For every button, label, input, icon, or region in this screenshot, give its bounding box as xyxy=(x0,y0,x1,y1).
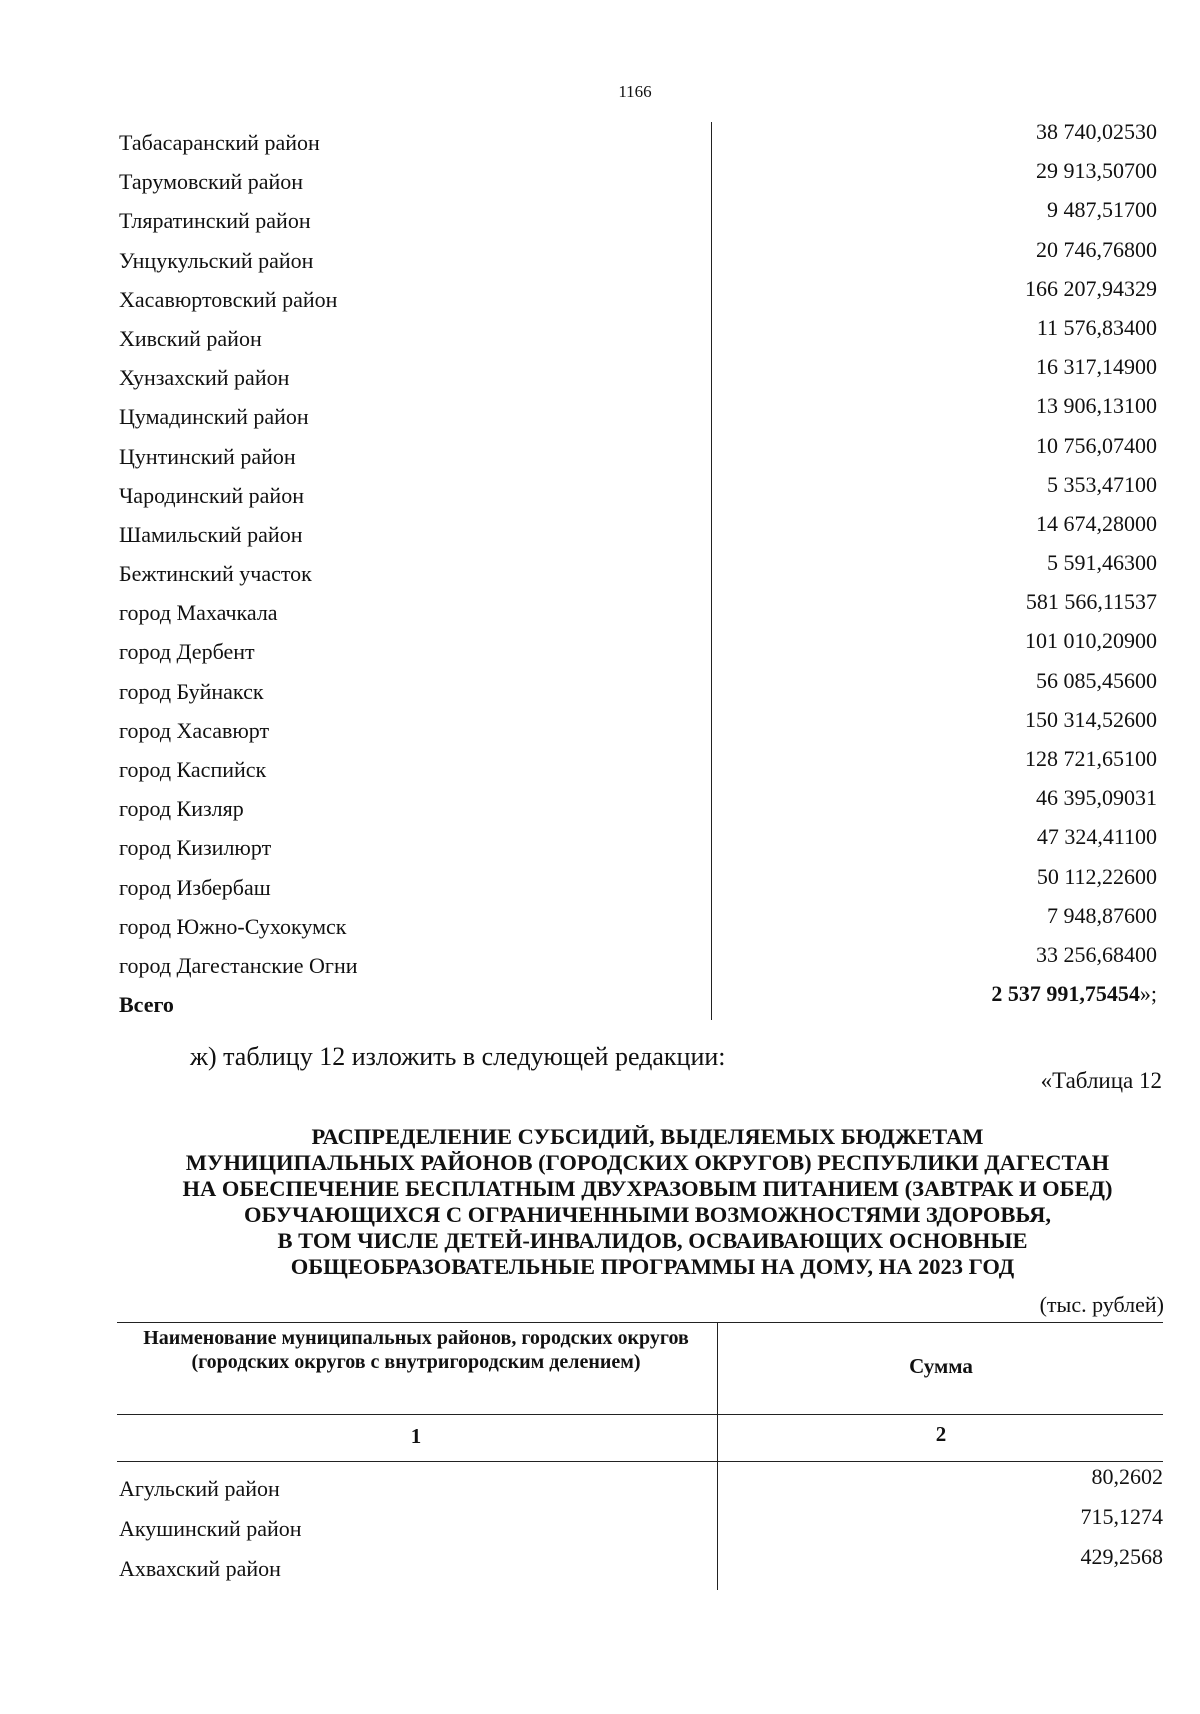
district-name: Цумадинский район xyxy=(119,404,309,430)
table-row xyxy=(117,1502,1163,1542)
district-name: город Хасавюрт xyxy=(119,717,270,743)
district-name: город Кизилюрт xyxy=(119,835,272,861)
table-row xyxy=(117,551,1157,590)
total-suffix: »; xyxy=(1139,981,1157,1007)
table-row xyxy=(117,786,1157,825)
column-header-name: Наименование муниципальных районов, городских округов (городских округов с внутригородским делением) xyxy=(143,1327,689,1373)
district-value: 150 314,52600 xyxy=(1025,706,1157,732)
district-value: 581 566,11537 xyxy=(1025,589,1157,615)
district-name: город Буйнакск xyxy=(119,678,264,704)
table-row xyxy=(117,629,1157,668)
table-body xyxy=(117,1462,1163,1582)
table-border-top xyxy=(117,1322,1163,1323)
title-line: ОБЩЕОБРАЗОВАТЕЛЬНЫЕ ПРОГРАММЫ НА ДОМУ, НА 2023 ГОД xyxy=(290,1254,1015,1279)
table-row xyxy=(117,669,1157,708)
district-value: 715,1274 xyxy=(1080,1504,1163,1529)
district-value: 56 085,45600 xyxy=(1036,667,1157,693)
district-name: город Избербаш xyxy=(119,874,271,900)
district-name: город Дагестанские Огни xyxy=(119,952,358,978)
table-12 xyxy=(117,1322,1163,1590)
district-value: 13 906,13100 xyxy=(1036,393,1157,419)
table-row xyxy=(117,865,1157,904)
table-row xyxy=(117,904,1157,943)
district-value: 14 674,28000 xyxy=(1036,510,1157,536)
district-value: 46 395,09031 xyxy=(1036,785,1157,811)
district-value: 50 112,22600 xyxy=(1036,863,1157,889)
total-label: Всего xyxy=(119,992,174,1018)
table-row xyxy=(117,434,1157,473)
table-row xyxy=(117,708,1157,747)
column-header-sum: Сумма xyxy=(909,1354,973,1378)
district-name: Агульский район xyxy=(119,1476,280,1501)
district-value: 101 010,20900 xyxy=(1025,628,1157,654)
table-row xyxy=(117,277,1157,316)
district-value: 5 591,46300 xyxy=(1047,550,1157,576)
table-title xyxy=(120,1124,1175,1280)
district-value: 166 207,94329 xyxy=(1025,275,1157,301)
table-label: «Таблица 12 xyxy=(1040,1068,1162,1093)
page-number: 1166 xyxy=(618,82,652,101)
district-value: 7 948,87600 xyxy=(1047,902,1157,928)
district-value: 20 746,76800 xyxy=(1036,236,1157,262)
title-line: РАСПРЕДЕЛЕНИЕ СУБСИДИЙ, ВЫДЕЛЯЕМЫХ БЮДЖЕТАМ xyxy=(311,1124,984,1149)
district-name: Чародинский район xyxy=(119,482,304,508)
district-name: Тляратинский район xyxy=(119,208,311,234)
district-value: 29 913,50700 xyxy=(1036,158,1157,184)
table-row xyxy=(117,1462,1163,1502)
table-row xyxy=(117,1542,1163,1582)
title-line: ОБУЧАЮЩИХСЯ С ОГРАНИЧЕННЫМИ ВОЗМОЖНОСТЯМИ ЗДОРОВЬЯ, xyxy=(244,1202,1051,1227)
district-value: 10 756,07400 xyxy=(1036,432,1157,458)
table-row xyxy=(117,473,1157,512)
table-row xyxy=(117,747,1157,786)
district-value: 5 353,47100 xyxy=(1047,471,1157,497)
table-row xyxy=(117,238,1157,277)
district-name: Цунтинский район xyxy=(119,443,296,469)
district-value: 47 324,41100 xyxy=(1036,824,1157,850)
district-name: Хивский район xyxy=(119,325,262,351)
table-row xyxy=(117,590,1157,629)
table-row xyxy=(117,316,1157,355)
continuation-table xyxy=(117,120,1157,1021)
district-value: 128 721,65100 xyxy=(1025,746,1157,771)
total-row xyxy=(117,982,1157,1021)
district-name: город Южно-Сухокумск xyxy=(119,913,347,939)
total-value-wrap xyxy=(991,981,1157,1007)
district-name: Хунзахский район xyxy=(119,365,290,391)
district-value: 9 487,51700 xyxy=(1047,197,1157,223)
district-name: Хасавюртовский район xyxy=(119,286,338,312)
table-row xyxy=(117,394,1157,433)
table-row xyxy=(117,825,1157,864)
district-name: Акушинский район xyxy=(119,1516,302,1541)
table-row xyxy=(117,159,1157,198)
district-value: 429,2568 xyxy=(1080,1544,1163,1569)
district-value: 80,2602 xyxy=(1091,1464,1163,1489)
district-value: 16 317,14900 xyxy=(1036,354,1157,380)
table-row xyxy=(117,355,1157,394)
district-name: Бежтинский участок xyxy=(119,561,312,587)
table-row xyxy=(117,512,1157,551)
district-name: Табасаранский район xyxy=(119,130,320,155)
district-name: город Каспийск xyxy=(119,757,267,782)
column-number-1: 1 xyxy=(410,1424,422,1448)
district-name: город Махачкала xyxy=(119,600,278,626)
title-line: НА ОБЕСПЕЧЕНИЕ БЕСПЛАТНЫМ ДВУХРАЗОВЫМ ПИТАНИЕМ (ЗАВТРАК И ОБЕД) xyxy=(182,1176,1113,1201)
district-value: 11 576,83400 xyxy=(1036,314,1157,340)
units-note: (тыс. рублей) xyxy=(1039,1292,1164,1317)
title-line: МУНИЦИПАЛЬНЫХ РАЙОНОВ (ГОРОДСКИХ ОКРУГОВ) РЕСПУБЛИКИ ДАГЕСТАН xyxy=(185,1150,1110,1175)
table-border-header xyxy=(117,1414,1163,1415)
district-name: Ахвахский район xyxy=(119,1556,281,1581)
district-name: Шамильский район xyxy=(119,521,303,547)
district-name: город Кизляр xyxy=(119,796,244,822)
table-row xyxy=(117,943,1157,982)
district-name: город Дербент xyxy=(119,639,255,665)
column-number-2: 2 xyxy=(935,1422,947,1446)
district-value: 33 256,68400 xyxy=(1036,941,1157,967)
district-name: Тарумовский район xyxy=(119,169,304,195)
table-row xyxy=(117,198,1157,237)
title-line: В ТОМ ЧИСЛЕ ДЕТЕЙ-ИНВАЛИДОВ, ОСВАИВАЮЩИХ ОСНОВНЫЕ xyxy=(277,1228,1028,1253)
district-name: Унцукульский район xyxy=(119,247,314,273)
table-row xyxy=(117,120,1157,159)
total-value: 2 537 991,75454 xyxy=(991,981,1140,1007)
amendment-instruction: ж) таблицу 12 изложить в следующей редакции: xyxy=(190,1042,726,1071)
district-value: 38 740,02530 xyxy=(1036,119,1157,144)
